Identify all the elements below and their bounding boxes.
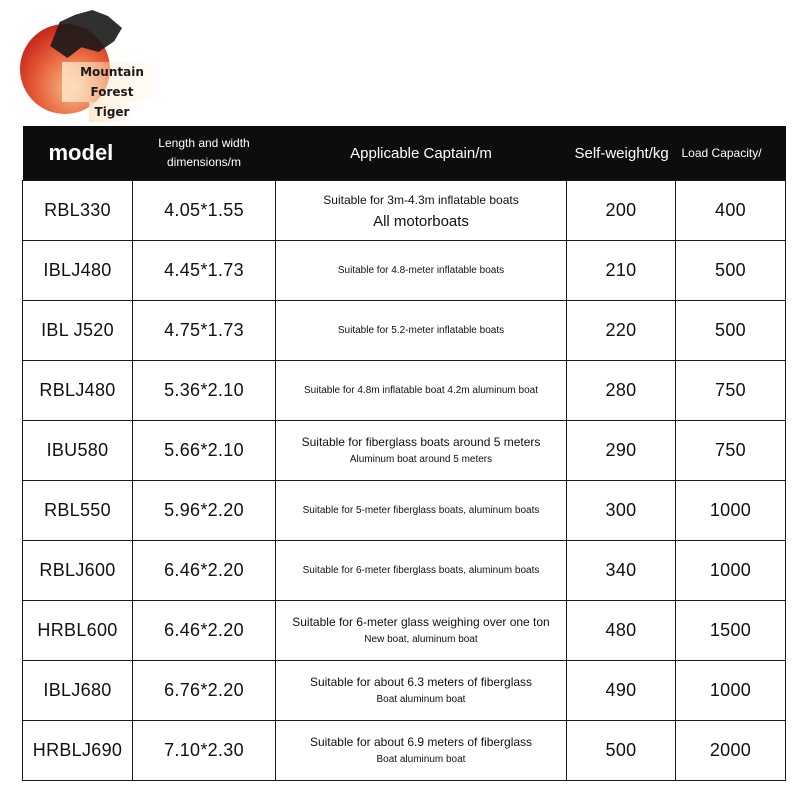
cell-captain-line-2: Suitable for 4.8m inflatable boat 4.2m aluminum boat xyxy=(303,385,539,396)
table-row xyxy=(23,421,786,481)
cell-load: 2000 xyxy=(676,721,786,781)
cell-load: 1000 xyxy=(676,541,786,601)
cell-load: 1000 xyxy=(676,661,786,721)
table-row xyxy=(23,541,786,601)
header-dimensions-line-2: dimensions/m xyxy=(166,155,242,169)
cell-captain xyxy=(276,301,567,361)
table-row xyxy=(23,301,786,361)
cell-captain xyxy=(276,181,567,241)
cell-captain xyxy=(276,721,567,781)
cell-weight: 340 xyxy=(567,541,676,601)
cell-dimensions: 4.75*1.73 xyxy=(133,301,276,361)
cell-weight: 200 xyxy=(567,181,676,241)
cell-dimensions: 6.76*2.20 xyxy=(133,661,276,721)
cell-load: 1500 xyxy=(676,601,786,661)
cell-captain-big: All motorboats xyxy=(373,212,469,230)
table-row xyxy=(23,601,786,661)
cell-model: IBU580 xyxy=(23,421,133,481)
cell-model: IBLJ680 xyxy=(23,661,133,721)
spec-table xyxy=(22,126,786,781)
cell-dimensions: 4.05*1.55 xyxy=(133,181,276,241)
cell-captain-line-2: Aluminum boat around 5 meters xyxy=(349,453,493,465)
cell-captain-line-2: Suitable for 6-meter fiberglass boats, aluminum boats xyxy=(302,565,540,576)
cell-captain xyxy=(276,661,567,721)
cell-weight: 500 xyxy=(567,721,676,781)
header-dimensions-line-1: Length and width xyxy=(158,136,250,150)
header-dimensions xyxy=(133,126,276,181)
cell-dimensions: 5.36*2.10 xyxy=(133,361,276,421)
cell-dimensions: 5.66*2.10 xyxy=(133,421,276,481)
cell-captain xyxy=(276,601,567,661)
cell-captain xyxy=(276,241,567,301)
cell-model: IBLJ480 xyxy=(23,241,133,301)
cell-captain-line-1: Suitable for about 6.9 meters of fiberglass xyxy=(309,734,533,749)
logo-line-1: Mountain Forest xyxy=(62,62,162,102)
header-row xyxy=(23,126,786,181)
cell-weight: 480 xyxy=(567,601,676,661)
cell-captain xyxy=(276,481,567,541)
table-row xyxy=(23,361,786,421)
cell-weight: 280 xyxy=(567,361,676,421)
table-row xyxy=(23,181,786,241)
header-weight: Self-weight/kg xyxy=(567,126,676,181)
cell-dimensions: 4.45*1.73 xyxy=(133,241,276,301)
cell-captain-line-2: Boat aluminum boat xyxy=(376,753,466,765)
cell-weight: 220 xyxy=(567,301,676,361)
cell-model: RBLJ480 xyxy=(23,361,133,421)
cell-captain-line-1: Suitable for 3m-4.3m inflatable boats xyxy=(323,192,519,207)
cell-model: RBLJ600 xyxy=(23,541,133,601)
cell-model: IBL J520 xyxy=(23,301,133,361)
cell-captain xyxy=(276,421,567,481)
cell-dimensions: 7.10*2.30 xyxy=(133,721,276,781)
cell-captain-line-1: Suitable for 6-meter glass weighing over one ton xyxy=(292,614,550,629)
header-captain: Applicable Captain/m xyxy=(276,126,567,181)
cell-weight: 290 xyxy=(567,421,676,481)
cell-captain xyxy=(276,541,567,601)
cell-dimensions: 6.46*2.20 xyxy=(133,601,276,661)
cell-load: 750 xyxy=(676,361,786,421)
brand-logo xyxy=(14,10,164,120)
header-load: Load Capacity/ xyxy=(676,126,786,181)
cell-load: 1000 xyxy=(676,481,786,541)
cell-load: 500 xyxy=(676,301,786,361)
cell-captain-line-1: Suitable for about 6.3 meters of fiberglass xyxy=(309,674,533,689)
cell-captain-line-2: New boat, aluminum boat xyxy=(364,633,478,645)
table-row xyxy=(23,721,786,781)
cell-model: HRBLJ690 xyxy=(23,721,133,781)
cell-captain-line-2: Suitable for 4.8-meter inflatable boats xyxy=(337,265,505,276)
table-row xyxy=(23,661,786,721)
cell-weight: 300 xyxy=(567,481,676,541)
cell-load: 500 xyxy=(676,241,786,301)
cell-model: RBL550 xyxy=(23,481,133,541)
cell-model: RBL330 xyxy=(23,181,133,241)
cell-load: 750 xyxy=(676,421,786,481)
cell-dimensions: 5.96*2.20 xyxy=(133,481,276,541)
logo-text xyxy=(62,62,162,122)
cell-load: 400 xyxy=(676,181,786,241)
cell-captain-line-2: Suitable for 5-meter fiberglass boats, aluminum boats xyxy=(302,505,540,516)
cell-captain-line-2: Boat aluminum boat xyxy=(376,693,466,705)
cell-weight: 210 xyxy=(567,241,676,301)
cell-captain-line-2: Suitable for 5.2-meter inflatable boats xyxy=(337,325,505,336)
table-row xyxy=(23,241,786,301)
header-model: model xyxy=(23,126,133,181)
cell-weight: 490 xyxy=(567,661,676,721)
cell-captain xyxy=(276,361,567,421)
cell-dimensions: 6.46*2.20 xyxy=(133,541,276,601)
cell-model: HRBL600 xyxy=(23,601,133,661)
logo-line-2: Tiger xyxy=(89,102,136,122)
table-row xyxy=(23,481,786,541)
cell-captain-line-1: Suitable for fiberglass boats around 5 meters xyxy=(301,434,541,449)
